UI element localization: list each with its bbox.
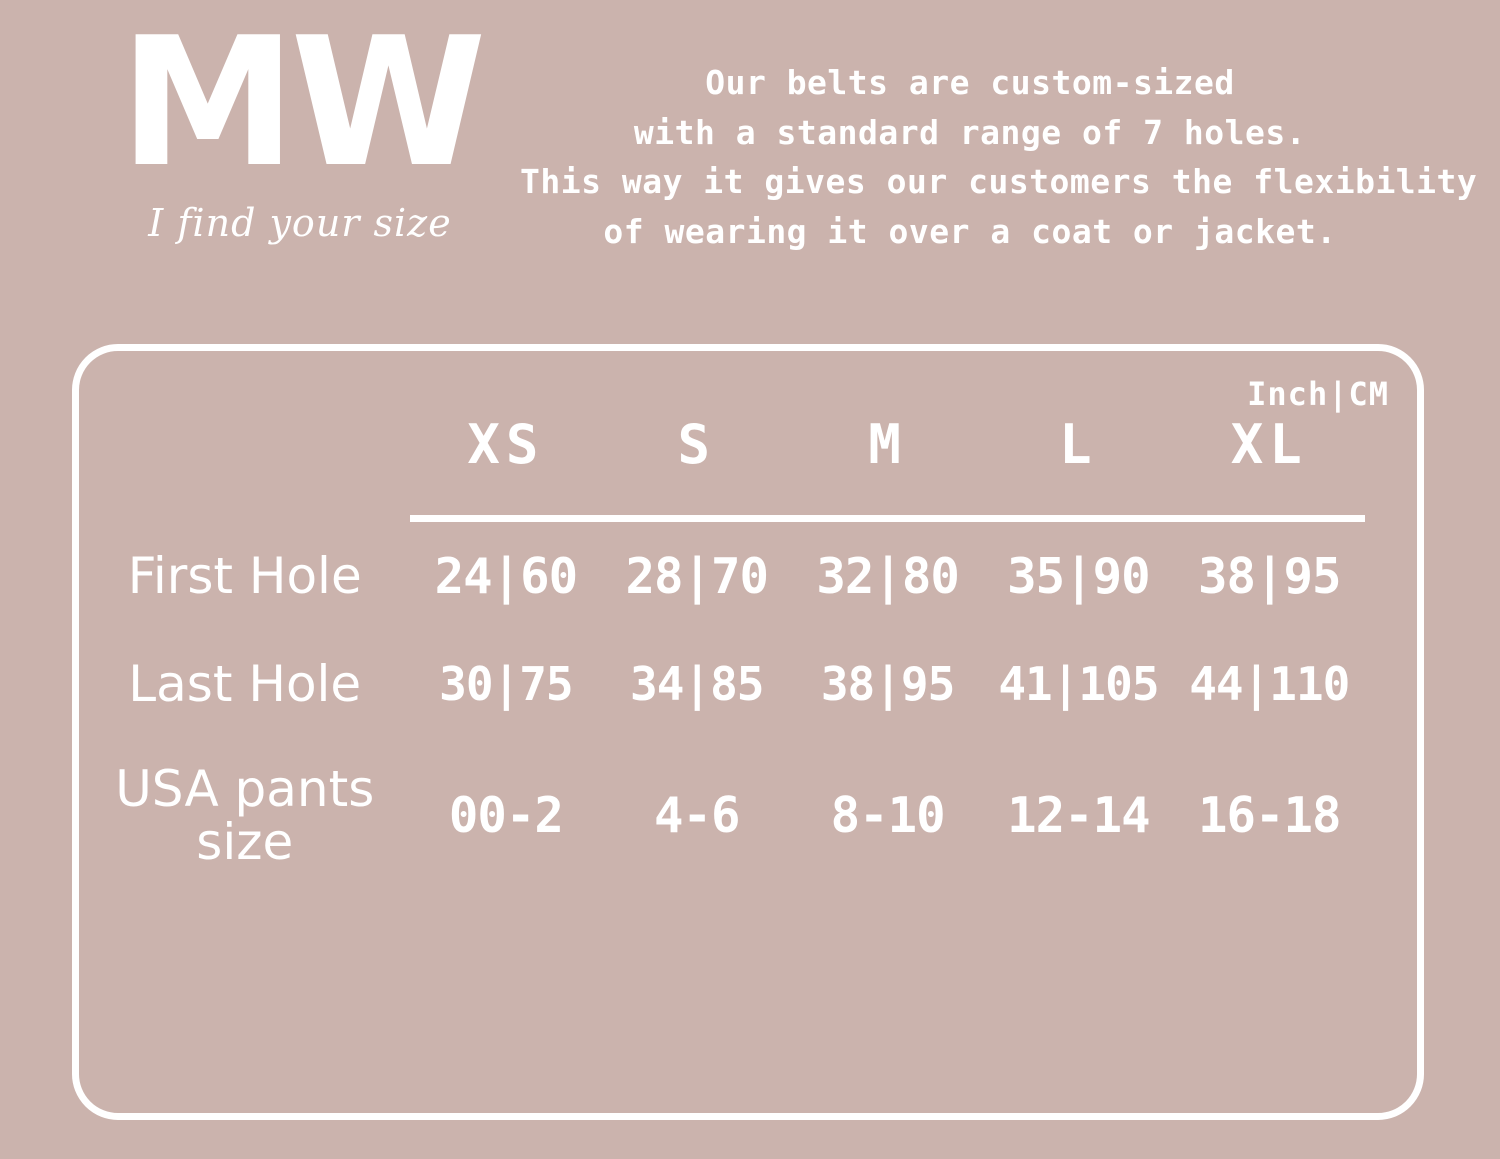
cell-last-hole-s: 34|85 — [630, 657, 764, 711]
cell-usa-size-m: 8-10 — [830, 787, 945, 844]
column-header-xl: XL — [1230, 413, 1308, 476]
cell-usa-size-l: 12-14 — [1007, 787, 1150, 844]
column-header-m: M — [868, 413, 907, 476]
header-corner-spacer — [79, 403, 410, 476]
intro-line-3: This way it gives our customers the flexibility — [520, 162, 1478, 201]
header-right-spacer — [1365, 403, 1417, 476]
cell-usa-size-s: 4-6 — [653, 787, 740, 844]
table-header-row — [79, 403, 1417, 476]
cell-first-hole-l: 35|90 — [1007, 548, 1150, 605]
column-header-xs: XS — [467, 413, 545, 476]
row-right-spacer — [1365, 737, 1417, 894]
column-header-l: L — [1059, 413, 1098, 476]
unit-label: Inch|CM — [1247, 375, 1389, 413]
table-row — [79, 522, 1417, 631]
intro-line-1: Our belts are custom-sized — [705, 63, 1235, 102]
cell-last-hole-xl: 44|110 — [1189, 657, 1350, 711]
row-label-usa-pants-size: USA pants size — [115, 760, 375, 871]
cell-first-hole-xs: 24|60 — [434, 548, 578, 605]
row-right-spacer — [1365, 631, 1417, 737]
rule-spacer-left — [79, 476, 410, 522]
cell-last-hole-xs: 30|75 — [439, 657, 573, 711]
cell-first-hole-m: 32|80 — [816, 548, 959, 605]
header — [0, 0, 1500, 330]
cell-first-hole-xl: 38|95 — [1198, 548, 1341, 605]
table-row — [79, 631, 1417, 737]
brand-tagline: I find your size — [148, 201, 452, 246]
intro-line-2: with a standard range of 7 holes. — [633, 112, 1307, 152]
brand-block — [110, 0, 490, 246]
size-table — [79, 403, 1417, 894]
cell-usa-size-xs: 00-2 — [448, 787, 563, 844]
header-divider — [410, 515, 1364, 522]
row-label-last-hole: Last Hole — [128, 654, 362, 713]
table-row — [79, 737, 1417, 894]
row-right-spacer — [1365, 522, 1417, 631]
cell-first-hole-s: 28|70 — [625, 548, 768, 605]
header-rule-cell — [410, 476, 1364, 522]
header-rule-row — [79, 476, 1417, 522]
cell-last-hole-m: 38|95 — [820, 657, 955, 711]
rule-spacer-right — [1365, 476, 1417, 522]
size-table-panel — [72, 344, 1424, 1120]
cell-last-hole-l: 41|105 — [998, 657, 1159, 711]
intro-text — [520, 58, 1478, 256]
cell-usa-size-xl: 16-18 — [1198, 787, 1341, 844]
intro-line-4: of wearing it over a coat or jacket. — [603, 211, 1337, 251]
column-header-s: S — [677, 413, 716, 476]
brand-logo-mark: MW — [119, 0, 481, 206]
row-label-first-hole: First Hole — [127, 547, 362, 606]
